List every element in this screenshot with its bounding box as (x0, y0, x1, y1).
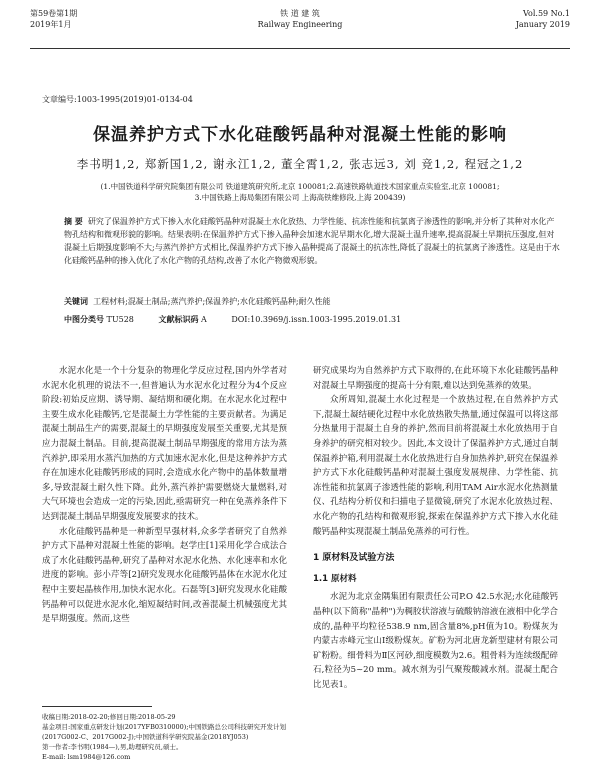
journal-name-en: Railway Engineering (257, 20, 343, 29)
abstract (64, 215, 560, 267)
affiliations (50, 181, 550, 203)
author-list: 李书明1,2, 郑新国1,2, 谢永江1,2, 董全霄1,2, 张志远3, 刘 竞1,2, 程冠之1,2 (76, 157, 524, 171)
body-column-right (313, 364, 558, 692)
volume-issue-en: Vol.59 No.1 (523, 9, 570, 18)
clc-label: 中图分类号 (64, 315, 104, 324)
header-right (516, 8, 570, 30)
volume-issue: 第59卷第1期 (30, 9, 78, 18)
paragraph: 水化硅酸钙晶种是一种新型早强材料,众多学者研究了自然养护方式下晶种对混凝土性能的影响。赵学庄[1]采用化学合成法合成了水化硅酸钙晶种,研究了晶种对水泥水化热、水化速率和水化进度的影响。彭小芹等[2]研究发现水化硅酸钙晶体在水泥水化过程中主要起晶核作用,加快水泥水化。石磊等[3]研究发现水化硅酸钙晶种可以促进水泥水化,缩短凝结时间,改善混凝土机械强度尤其是早期强度。然而,这些 (42, 526, 287, 625)
doc-code-label: 文献标识码 (158, 315, 199, 324)
paragraph: 水泥为北京金隅集团有限责任公司P.O 42.5水泥;水化硅酸钙晶种(以下简称"晶种")为稠胶状溶液与硫酸钠溶液在液相中化学合成的,晶种平均粒径538.9 nm,固含量8%,pH值为10。粉煤灰为内蒙古赤峰元宝山Ⅰ级粉煤灰。矿粉为河北唐龙新型建材有限公司矿粉粉。细骨料为Ⅱ区河砂,细度模数为2.6。粗骨料为连续级配碎石,粒径为5~20 mm。减水剂为引气聚羧酸减水剂。混凝土配合比见表1。 (313, 592, 558, 690)
paper-title: 保温养护方式下水化硅酸钙晶种对混凝土性能的影响 (93, 125, 507, 145)
keywords (64, 296, 560, 307)
journal-name-cn: 铁 道 建 筑 (280, 9, 320, 18)
header-divider (30, 48, 570, 49)
author-email: E-mail: lsm1984@126.com (42, 753, 131, 761)
clc-value: TU528 (106, 315, 134, 324)
paragraph: 研究成果均为自然养护方式下取得的,在此环境下水化硅酸钙晶种对混凝土早期强度的提高十分有限,难以达到免蒸养的效果。 (313, 366, 558, 391)
section-heading: 1 原材料及试验方法 (313, 553, 395, 564)
abstract-label: 摘 要 (64, 217, 83, 226)
affiliation-line-2: 3.中国铁路上海局集团有限公司 上海高铁维修段,上海 200439) (194, 193, 406, 202)
issue-date-cn: 2019年1月 (30, 20, 72, 29)
abstract-text: 研究了保温养护方式下掺入水化硅酸钙晶种对混凝土水化放热、力学性能、抗冻性能和抗氯离子渗透性的影响,并分析了其种对水化产物孔结构和微观形貌的影响。结果表明:在保温养护方式下掺入晶种会加速水泥早期水化,增大混凝土温升速率,提高混凝土早期抗压强度,但对混凝土后期强度影响不大;与蒸汽养护方式相比,保温养护方式下掺入晶种提高了混凝土的抗冻性,降低了混凝土的抗氯离子渗透性。这是由于水化硅酸钙晶种的掺入优化了水化产物的孔结构,改善了水化产物微观形貌。 (64, 217, 560, 265)
classification-line (64, 314, 560, 325)
header-center (30, 8, 570, 30)
footnote-divider (42, 706, 152, 707)
doc-code-value: A (201, 315, 207, 324)
fund-info: 基金项目:国家重点研发计划(2017YFB0310000);中国铁路总公司科技研究开发计划(2017G002-C、2017G002-J);中国铁道科学研究院基金(2018YJ053) (42, 723, 287, 741)
running-header (30, 8, 570, 42)
body-column-left (42, 364, 287, 627)
footnotes (42, 712, 292, 762)
paragraph: 水泥水化是一个十分复杂的物理化学反应过程,国内外学者对水泥水化机理的说法不一,但普遍认为水泥水化过程分为4个反应阶段:初始反应期、诱导期、凝结期和硬化期。在水泥水化过程中主要生成水化硅酸钙,它是混凝土力学性能的主要贡献者。为满足混凝土制品生产的需要,混凝土的早期强度发展至关重要,尤其是预应力混凝土制品。目前,提高混凝土制品早期强度的常用方法为蒸汽养护,即采用水蒸汽加热的方式加速水泥水化,但是这种养护方式存在加速水化硅酸钙形成的同时,会造成水化产物中的晶体数量增多,导致混凝土耐久性下降。此外,蒸汽养护需要燃烧大量燃料,对大气环境也会造成一定的污染,因此,亟需研究一种在免蒸养条件下达到混凝土制品早期强度发展要求的技术。 (42, 366, 287, 522)
first-author: 第一作者:李书明(1984—),男,助理研究员,硕士。 (42, 743, 183, 751)
received-date: 收稿日期:2018-02-20;修回日期:2018-05-29 (42, 713, 176, 721)
keywords-label: 关键词 (64, 297, 88, 306)
issue-date-en: January 2019 (515, 20, 570, 29)
affiliation-line-1: (1.中国铁道科学研究院集团有限公司 铁道建筑研究所,北京 100081;2.高速铁路轨道技术国家重点实验室,北京 100081; (100, 182, 500, 191)
paragraph: 众所周知,混凝土水化过程是一个放热过程,在自然养护方式下,混凝土凝结硬化过程中水化放热散失热量,通过保温可以将这部分热量用于混凝土自身的养护,然而目前将混凝土水化放热用于自身养护的研究相对较少。因此,本文设计了保温养护方式,通过自制保温养护箱,利用混凝土水化放热进行自身加热养护,研究在保温养护方式下水化硅酸钙晶种对混凝土强度发展规律、力学性能、抗冻性能和抗氯离子渗透性能的影响,利用TAM Air水泥水化热测量仪、孔结构分析仪和扫描电子显微镜,研究了水泥水化放热过程、水化产物的孔结构和微观形貌,探索在保温养护方式下掺入水化硅酸钙晶种实现混凝土制品免蒸养的可行性。 (313, 395, 558, 537)
article-number: 文章编号:1003-1995(2019)01-0134-04 (42, 95, 193, 104)
doi: DOI:10.3969/j.issn.1003-1995.2019.01.31 (231, 315, 402, 324)
keywords-text: 工程材料;混凝土制品;蒸汽养护;保温养护;水化硅酸钙晶种;耐久性能 (93, 297, 331, 306)
subsection-heading: 1.1 原材料 (313, 573, 357, 584)
